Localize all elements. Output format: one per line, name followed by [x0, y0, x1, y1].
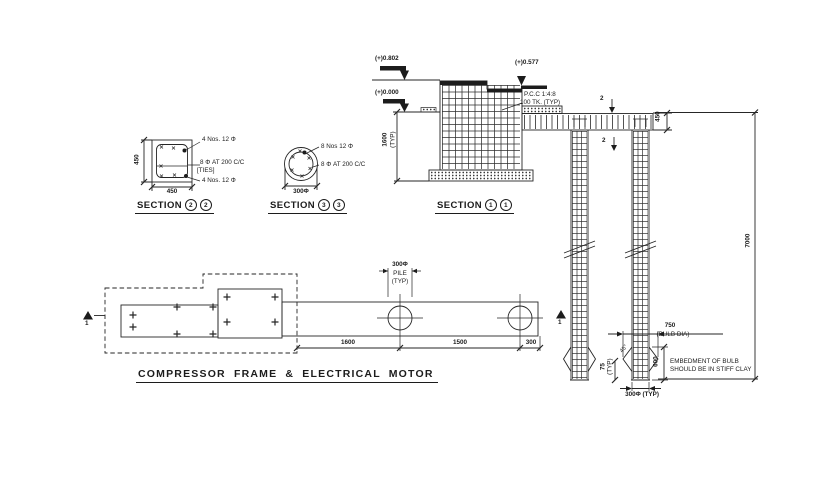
section-1-1-title [435, 199, 514, 214]
pile-callout-word: PILE [393, 270, 407, 277]
pile-callout-typ: (TYP) [391, 278, 409, 285]
section-3-3-linework [282, 147, 320, 190]
tie-note: 8 Φ AT 200 C/C [200, 159, 245, 166]
dim-label: 7000 [744, 233, 752, 248]
dim-label: 450 [133, 154, 141, 165]
dim-label-typ: (TYP) [606, 358, 614, 375]
section-number-bubble: 2 [185, 199, 197, 211]
plan-linework [83, 268, 566, 353]
section-title-word: SECTION [137, 199, 183, 211]
section-title-word: SECTION [437, 199, 483, 211]
rebar-note: 8 Nos 12 Φ [321, 143, 353, 150]
section-number-bubble: 3 [333, 199, 345, 211]
angle-label: 45° [619, 343, 630, 355]
dim-label-note: (BULB DIA) [656, 331, 690, 338]
dim-label: 450 [654, 111, 662, 122]
level-marker-label: (+)0.577 [515, 59, 539, 66]
section-number-bubble: 1 [485, 199, 497, 211]
rebar-note: 4 Nos. 12 Φ [202, 177, 236, 184]
cut-mark-label: 1 [558, 319, 562, 326]
pcc-note-2: 100 TK. (TYP) [520, 99, 561, 106]
dim-label-typ: (TYP) [389, 131, 397, 148]
level-marker-label: (+)0.000 [375, 89, 399, 96]
section-2-2-title [135, 199, 214, 214]
tie-note: 8 Φ AT 200 C/C [321, 161, 366, 168]
pile-callout-dia: 300Φ [392, 261, 408, 268]
tie-note-2: [TIES] [197, 167, 215, 174]
section-title-word: SECTION [270, 199, 316, 211]
cut-mark-label: 2 [600, 95, 604, 102]
section-number-bubble: 1 [500, 199, 512, 211]
pile-elevation-linework [522, 99, 758, 391]
pcc-note: P.C.C 1:4:8 [524, 91, 556, 98]
dim-label: 1500 [452, 339, 467, 346]
dim-label: 750 [664, 322, 676, 329]
level-marker-label: (+)0.802 [375, 55, 399, 62]
dim-label: 75 [599, 363, 607, 371]
dim-label: 450 [166, 188, 178, 195]
embedment-note-2: SHOULD BE IN STIFF CLAY [670, 365, 752, 373]
dim-label: 1600 [381, 132, 389, 147]
section-3-3-title [268, 199, 347, 214]
section-number-bubble: 2 [200, 199, 212, 211]
cut-mark-label: 1 [85, 320, 89, 327]
embedment-note: EMBEDMENT OF BULB [670, 358, 739, 365]
dim-label: 1600 [340, 339, 355, 346]
section-1-1-linework [372, 66, 547, 184]
section-number-bubble: 3 [318, 199, 330, 211]
plan-title: COMPRESSOR FRAME & ELECTRICAL MOTOR [136, 368, 438, 383]
dim-label: 300Φ [293, 188, 309, 195]
rebar-note: 4 Nos. 12 Φ [202, 136, 236, 143]
dim-label: 600 [652, 356, 660, 367]
dim-label: 300 [525, 339, 537, 346]
dim-label: 300Φ (TYP) [625, 391, 659, 398]
section-2-2-linework [141, 137, 200, 191]
cut-mark-label: 2 [602, 137, 606, 144]
